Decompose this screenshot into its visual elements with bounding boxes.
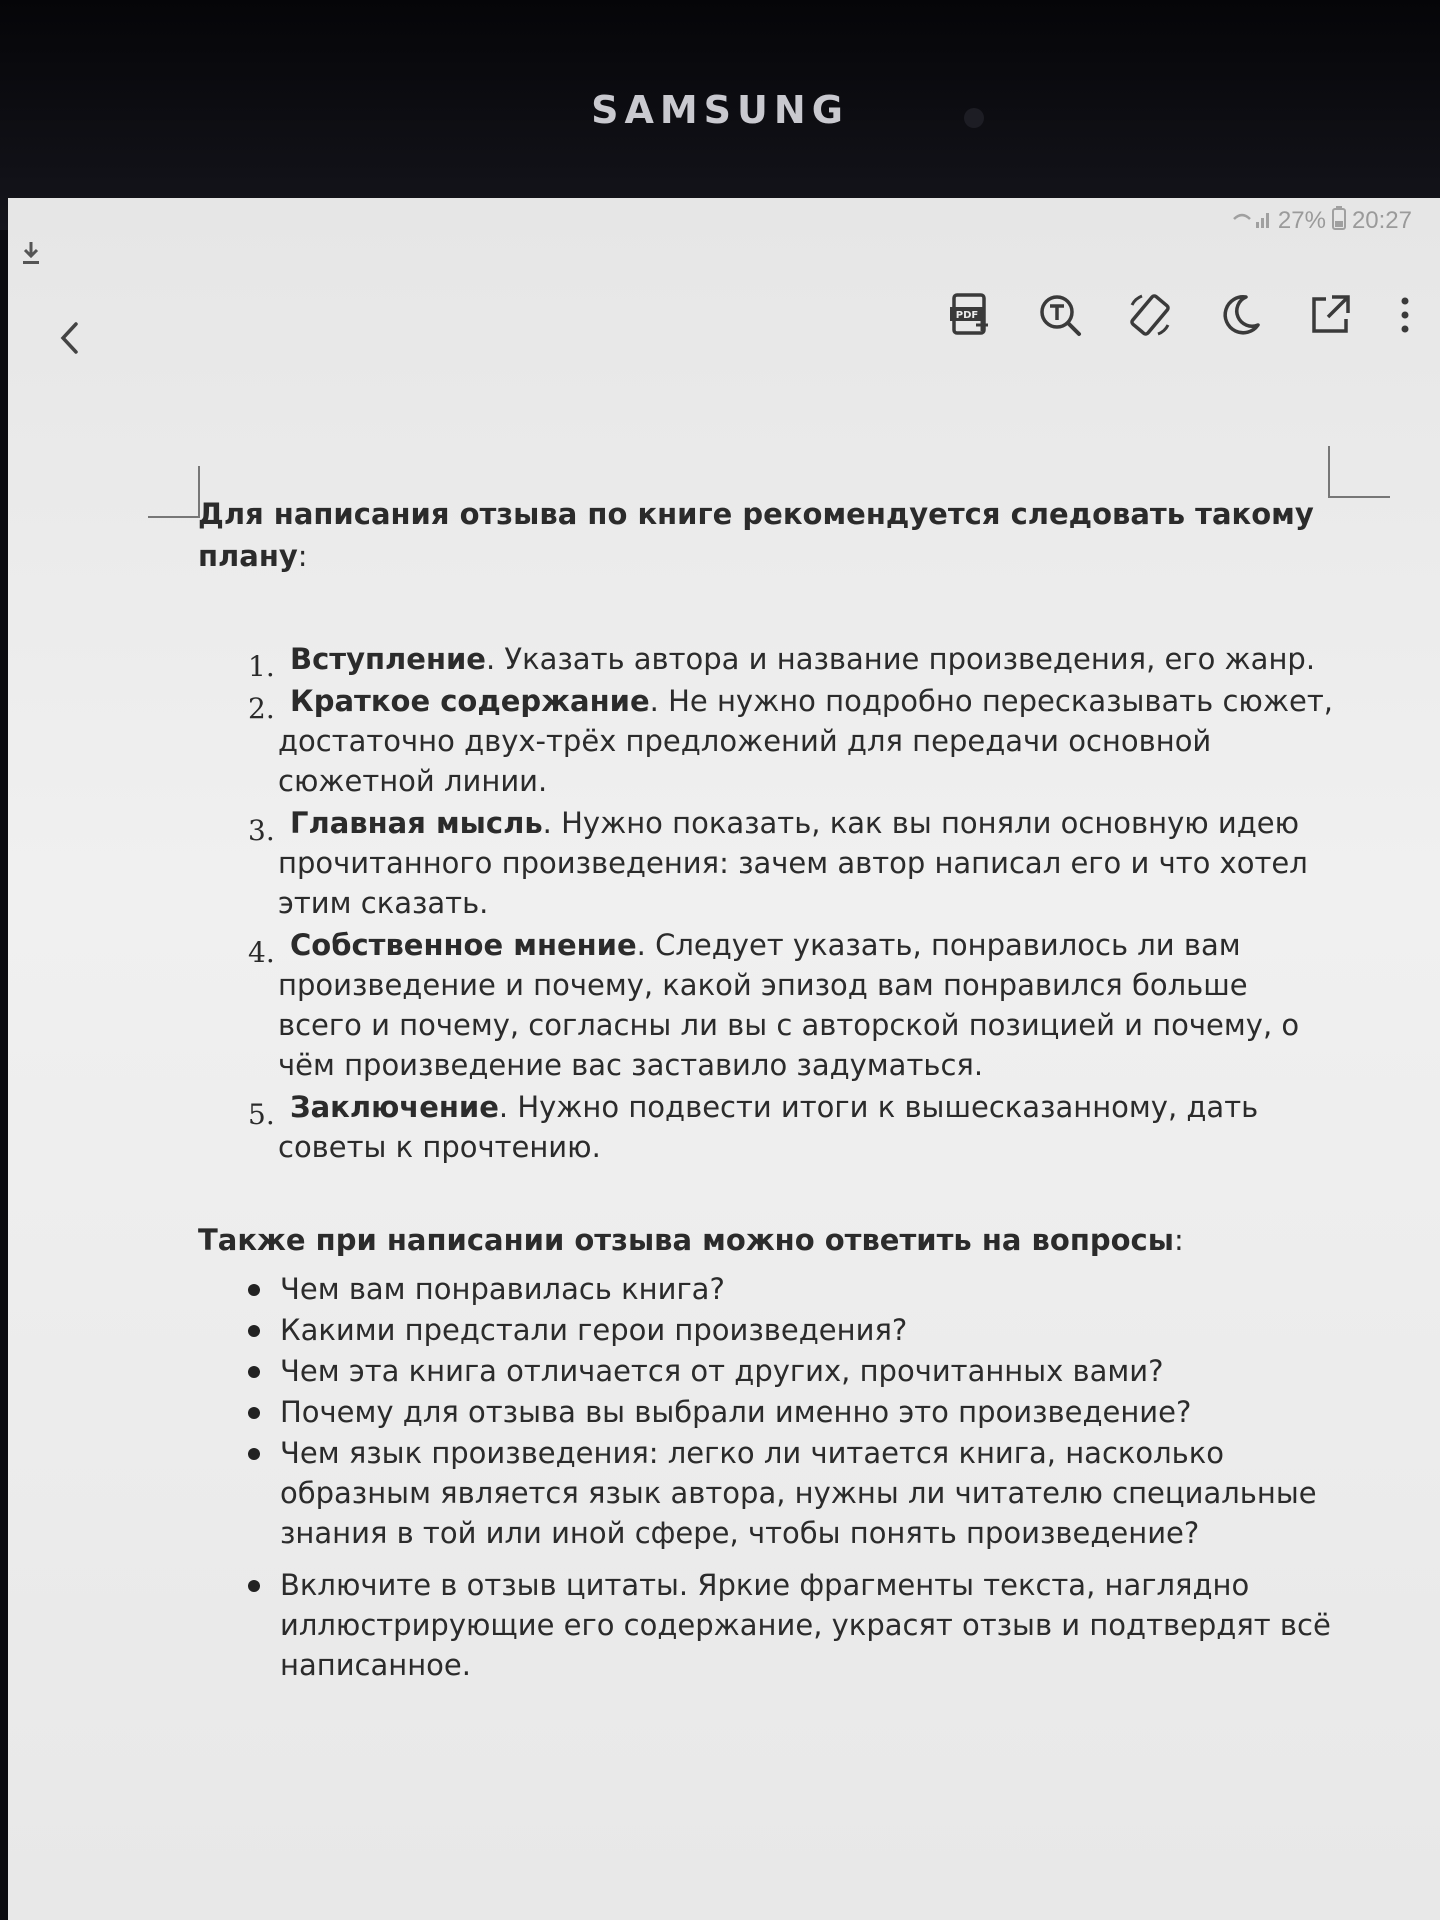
clock: 20:27 <box>1351 207 1412 234</box>
bullet <box>248 1448 260 1460</box>
plan-item-title: Собственное мнение <box>290 928 637 962</box>
battery-percent: 27% <box>1277 207 1326 234</box>
intro-heading: Для написания отзыва по книге рекомендуется следовать такому плану: <box>198 497 1314 573</box>
more-options-button[interactable] <box>1390 285 1420 345</box>
plan-item <box>198 639 1338 683</box>
plan-list <box>198 639 1338 1167</box>
open-external-button[interactable] <box>1300 285 1360 345</box>
plan-item-text: . Не нужно подробно пересказывать сюжет, достаточно двух-трёх предложений для передачи основной сюжетной линии. <box>278 684 1333 798</box>
back-icon <box>56 318 82 358</box>
device-brand-logo: SAMSUNG <box>591 88 849 132</box>
question-item: Почему для отзыва вы выбрали именно это произведение? <box>198 1392 1338 1432</box>
plan-item-text: . Указать автора и название произведения, его жанр. <box>485 642 1316 676</box>
question-item: Какими предстали герои произведения? <box>198 1310 1338 1350</box>
pdf-icon <box>946 291 994 339</box>
plan-item-title: Заключение <box>290 1090 499 1124</box>
list-number: 2. <box>248 692 275 725</box>
list-number: 3. <box>248 814 275 847</box>
questions-list <box>198 1269 1338 1685</box>
document-page <box>198 493 1338 1686</box>
list-number: 4. <box>248 936 275 969</box>
toolbar <box>940 280 1420 350</box>
plan-item-title: Краткое содержание <box>290 684 650 718</box>
bullet <box>248 1580 260 1592</box>
plan-item-title: Вступление <box>290 642 486 676</box>
question-item: Чем эта книга отличается от других, прочитанных вами? <box>198 1351 1338 1391</box>
share-icon <box>1306 291 1354 339</box>
battery-icon <box>1332 206 1346 237</box>
plan-item-text: . Нужно подвести итоги к вышесказанному, дать советы к прочтению. <box>278 1090 1259 1164</box>
screen <box>8 198 1440 1920</box>
save-as-pdf-button[interactable] <box>940 285 1000 345</box>
rotate-screen-button[interactable] <box>1120 285 1180 345</box>
text-search-icon <box>1036 291 1084 339</box>
camera-lens <box>964 108 984 128</box>
plan-item-title: Главная мысль <box>290 806 543 840</box>
plan-item <box>198 1087 1338 1167</box>
question-item: Включите в отзыв цитаты. Яркие фрагменты текста, наглядно иллюстрирующие его содержание, украсят отзыв и подтвердят всё написанное. <box>198 1565 1338 1685</box>
find-text-button[interactable] <box>1030 285 1090 345</box>
plan-item-text: . Следует указать, понравилось ли вам произведение и почему, какой эпизод вам понравился больше всего и почему, согласны ли вы с авторской позицией и почему, о чём произведение вас заставило задуматься. <box>278 928 1300 1082</box>
bullet <box>248 1325 260 1337</box>
rotate-icon <box>1126 291 1174 339</box>
question-item: Чем вам понравилась книга? <box>198 1269 1338 1309</box>
questions-heading: Также при написании отзыва можно ответить на вопросы: <box>198 1223 1184 1257</box>
night-mode-button[interactable] <box>1210 285 1270 345</box>
plan-item-text: . Нужно показать, как вы поняли основную идею прочитанного произведения: зачем автор написал его и что хотел этим сказать. <box>278 806 1308 920</box>
status-bar <box>1232 206 1412 236</box>
list-number: 5. <box>248 1098 275 1131</box>
question-item: Чем язык произведения: легко ли читается книга, насколько образным является язык автора, нужны ли читателю специальные знания в той или иной сфере, чтобы понять произведение? <box>198 1433 1338 1553</box>
night-mode-icon <box>1216 291 1264 339</box>
svg-text:PDF: PDF <box>955 310 979 321</box>
crop-mark-top-left <box>148 466 200 518</box>
bullet <box>248 1407 260 1419</box>
bullet <box>248 1284 260 1296</box>
device-bezel <box>0 0 1440 230</box>
signal-icon <box>1232 207 1272 236</box>
download-notification-icon <box>20 240 42 273</box>
plan-item <box>198 925 1338 1085</box>
crop-mark-top-right <box>1328 446 1390 498</box>
back-button[interactable] <box>44 308 94 368</box>
more-icon <box>1399 295 1411 335</box>
list-number: 1. <box>248 650 275 683</box>
plan-item <box>198 681 1338 801</box>
plan-item <box>198 803 1338 923</box>
bullet <box>248 1366 260 1378</box>
